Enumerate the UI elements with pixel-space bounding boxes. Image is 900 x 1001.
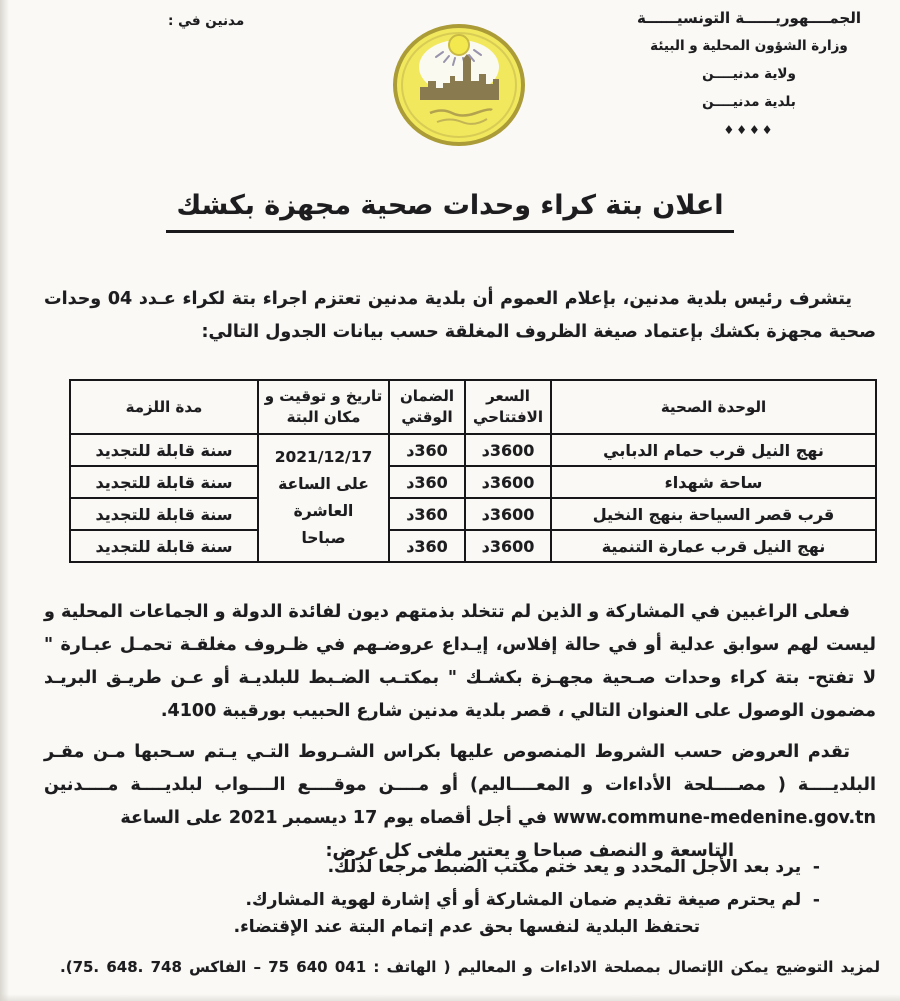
contact-line: لمزيد التوضيح يمكن الإتصال بمصلحة الاداءات و المعاليم ( الهاتف : ‪75 640 041‬ – الفاكس ‪75. 648. 748‬). — [60, 958, 880, 976]
ministry-line: وزارة الشؤون المحلية و البيئة — [650, 38, 848, 54]
reservation-note: تحتفظ البلدية لنفسها بحق عدم إتمام البتة عند الإقتضاء. — [233, 917, 700, 937]
datetime-cell — [258, 434, 389, 562]
col-header-opening-price: السعر الافتتاحي — [465, 380, 551, 434]
price-cell: 3600د — [465, 466, 551, 498]
submission-paragraph-tail: التاسعة و النصف صباحا و يعتبر ملغى كل عرض: — [325, 841, 734, 861]
governorate-line: ولاية مدنيــــن — [702, 66, 796, 82]
col-header-duration: مدة اللزمة — [70, 380, 258, 434]
rejection-bullet-list — [50, 856, 820, 922]
unit-cell: ساحة شهداء — [551, 466, 876, 498]
duration-cell: سنة قابلة للتجديد — [70, 434, 258, 466]
letterhead-block — [614, 8, 884, 148]
scan-edge — [0, 0, 9, 1001]
municipality-line: بلدية مدنيــــن — [702, 94, 796, 110]
municipality-seal-icon — [390, 23, 528, 148]
scan-edge — [0, 994, 900, 1001]
bullet-item: - يرد بعد الأجل المحدد و يعد ختم مكتب الضبط مرجعا لذلك. — [50, 856, 820, 879]
announcement-title: اعلان بتة كراء وحدات صحية مجهزة بكشك — [0, 190, 900, 233]
guarantee-cell: 360د — [389, 434, 465, 466]
table-row — [70, 530, 876, 562]
submission-paragraph-main: تقدم العروض حسب الشروط المنصوص عليها بكراس الشـروط التـي يـتم سـحبها مـن مقـر البلديــــة ( مصــــلحة الأداءات و المعــــاليم) أو مــــن موقــــع الــــواب لبلديــــة مــــدنين www.commune-medenine.gov.tn في أجل أقصاه يوم 17 ديسمبر 2021 على الساعة — [44, 742, 876, 828]
price-cell: 3600د — [465, 530, 551, 562]
unit-cell: نهج النيل قرب عمارة التنمية — [551, 530, 876, 562]
datetime-line: على الساعة — [278, 475, 369, 493]
col-header-guarantee: الضمان الوقتي — [389, 380, 465, 434]
datetime-line: صباحا — [301, 529, 346, 547]
guarantee-cell: 360د — [389, 530, 465, 562]
auction-table — [69, 379, 877, 563]
duration-cell: سنة قابلة للتجديد — [70, 530, 258, 562]
col-header-datetime: تاريخ و توقيت و مكان البتة — [258, 380, 389, 434]
table-row — [70, 498, 876, 530]
intro-paragraph: يتشرف رئيس بلدية مدنين، بإعلام العموم أن بلدية مدنين تعتزم اجراء بتة لكراء عـدد 04 وحدات صحية مجهزة بكشك بإعتماد صيغة الظروف المغلقة حسب بيانات الجدول التالي: — [44, 289, 876, 342]
price-cell: 3600د — [465, 498, 551, 530]
price-cell: 3600د — [465, 434, 551, 466]
datetime-line: 2021/12/17 — [274, 448, 373, 466]
datetime-line: العاشرة — [293, 502, 354, 520]
diamonds-ornament: ♦♦♦♦ — [723, 123, 775, 137]
col-header-unit: الوحدة الصحية — [551, 380, 876, 434]
duration-cell: سنة قابلة للتجديد — [70, 498, 258, 530]
unit-cell: نهج النيل قرب حمام الدبابي — [551, 434, 876, 466]
unit-cell: قرب قصر السياحة بنهج النخيل — [551, 498, 876, 530]
table-row — [70, 466, 876, 498]
table-header-row — [70, 380, 876, 434]
bullet-item: - لم يحترم صيغة تقديم ضمان المشاركة أو أي إشارة لهوية المشارك. — [50, 889, 820, 912]
auction-table-wrap — [69, 379, 877, 563]
republic-line: الجمــــهوريــــــة التونسيــــــة — [637, 9, 861, 27]
submission-paragraph — [44, 736, 876, 868]
guarantee-cell: 360د — [389, 466, 465, 498]
conditions-paragraph: فعلى الراغبين في المشاركة و الذين لم تتخلد بذمتهم ديون لفائدة الدولة و الجماعات المحلية و ليست لهم سوابق عدلية أو في حالة إفلاس، إيـداع عروضـهم في ظـروف مغلقـة تحمـل عبـارة " لا تفتح- بتة كراء وحدات صـحية مجهـزة بكشـك " بمكتـب الضـبط للبلديـة أو عـن طريـق البريـد مضمون الوصول على العنوان التالي ، قصر بلدية مدنين شارع الحبيب بورقيبة 4100. — [44, 602, 876, 721]
table-row — [70, 434, 876, 466]
date-line: مدنين في : — [168, 13, 245, 29]
duration-cell: سنة قابلة للتجديد — [70, 466, 258, 498]
guarantee-cell: 360د — [389, 498, 465, 530]
